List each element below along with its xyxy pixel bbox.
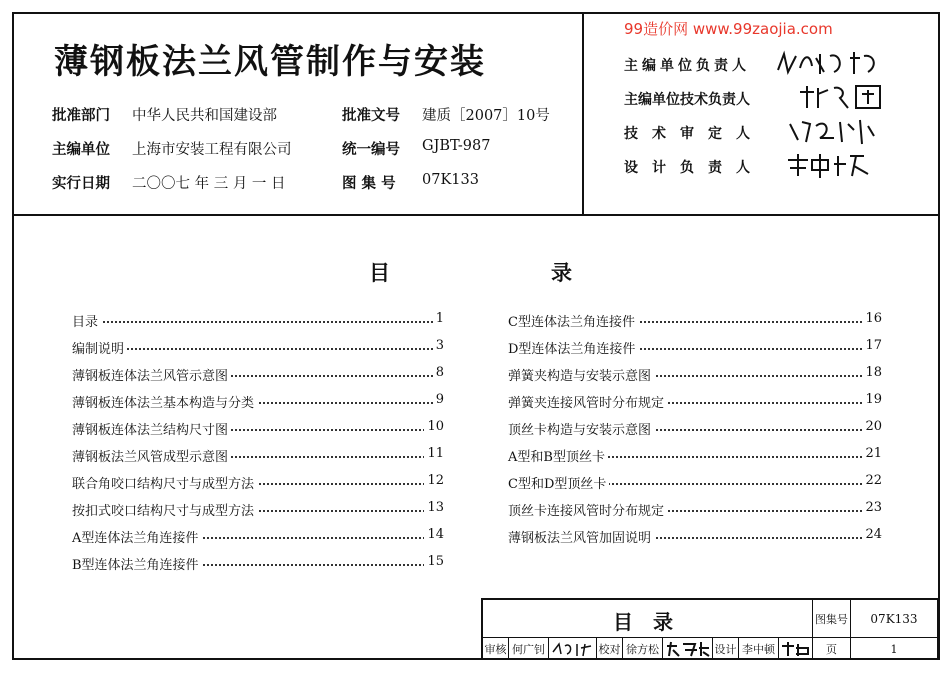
design-name: 李中顿 [739, 638, 779, 660]
meta-value: 07K133 [422, 172, 479, 188]
toc-entry-page: 1 [433, 311, 444, 326]
atlas-number-value: 07K133 [851, 600, 938, 638]
handwritten-signature [784, 116, 894, 146]
page-title: 薄钢板法兰风管制作与安装 [54, 42, 486, 82]
leader-dots [72, 348, 444, 350]
toc-entry-title: 薄钢板法兰风管加固说明 [508, 527, 654, 546]
toc-entry[interactable] [508, 497, 882, 524]
toc-entry-title: 薄钢板连体法兰风管示意图 [72, 365, 231, 384]
page-number: 1 [851, 638, 938, 660]
toc-entry[interactable] [72, 524, 444, 551]
meta-label: 批准文号 [342, 107, 400, 124]
resp-label: 技术审定人 [624, 126, 764, 142]
toc-entry-page: 14 [424, 527, 444, 542]
toc-entry-page: 23 [862, 500, 882, 515]
toc-entry-title: 薄钢板法兰风管成型示意图 [72, 446, 231, 465]
meta-label: 批准部门 [52, 107, 110, 124]
review-name: 何广钊 [509, 638, 549, 660]
meta-label: 统一编号 [342, 141, 400, 158]
toc-heading-char: 录 [551, 261, 572, 285]
toc-entry-title: A型连体法兰角连接件 [72, 527, 201, 546]
toc-entry-title: 顶丝卡构造与安装示意图 [508, 419, 654, 438]
title-block-char: 录 [653, 610, 673, 634]
meta-value: 建质［2007］10号 [422, 108, 550, 124]
watermark-link[interactable]: 99造价网 www.99zaojia.com [624, 20, 833, 38]
check-name: 徐方松 [623, 638, 663, 660]
toc-entry[interactable] [72, 470, 444, 497]
toc-entry[interactable] [72, 335, 444, 362]
handwritten-signature [551, 640, 595, 658]
toc-entry[interactable] [72, 416, 444, 443]
toc-entry-title: B型连体法兰角连接件 [72, 554, 202, 573]
toc-entry-page: 11 [424, 446, 444, 461]
toc-entry-title: D型连体法兰角连接件 [508, 338, 638, 357]
atlas-number-label: 图集号 [813, 600, 851, 638]
toc-list-right [508, 308, 882, 551]
meta-label: 实行日期 [52, 175, 110, 192]
check-signature [663, 638, 713, 660]
responsibility-panel [586, 14, 938, 214]
title-block-char: 目 [613, 610, 633, 634]
toc-entry-title: 弹簧夹构造与安装示意图 [508, 365, 654, 384]
resp-label: 主编单位负责人 [624, 58, 750, 74]
toc-entry-page: 20 [862, 419, 882, 434]
meta-value: 中华人民共和国建设部 [132, 108, 277, 124]
design-label: 设计 [713, 638, 739, 660]
toc-entry-page: 18 [862, 365, 882, 380]
toc-entry-page: 3 [433, 338, 444, 353]
review-label: 审核 [483, 638, 509, 660]
page-label: 页 [813, 638, 851, 660]
toc-entry[interactable] [72, 308, 444, 335]
toc-entry-page: 15 [424, 554, 444, 569]
signature-row [483, 638, 813, 660]
toc-entry-title: 目录 [72, 311, 101, 330]
resp-label: 设计负责人 [624, 160, 764, 176]
toc-entry[interactable] [72, 389, 444, 416]
toc-entry-page: 10 [424, 419, 444, 434]
drawing-title-block [481, 598, 938, 660]
toc-entry[interactable] [508, 443, 882, 470]
sheet-header [14, 14, 938, 216]
toc-entry-page: 19 [862, 392, 882, 407]
toc-entry-title: A型和B型顶丝卡 [508, 446, 608, 465]
toc-entry-title: 薄钢板连体法兰结构尺寸图 [72, 419, 231, 438]
toc-entry-page: 9 [433, 392, 444, 407]
toc-entry-page: 16 [862, 311, 882, 326]
check-label: 校对 [597, 638, 623, 660]
toc-entry-title: 编制说明 [72, 338, 127, 357]
toc-entry[interactable] [508, 470, 882, 497]
meta-value: 上海市安装工程有限公司 [132, 142, 292, 158]
handwritten-signature [794, 82, 904, 112]
toc-entry-page: 24 [862, 527, 882, 542]
toc-entry-page: 13 [424, 500, 444, 515]
toc-entry-title: 按扣式咬口结构尺寸与成型方法 [72, 500, 257, 519]
meta-value: GJBT-987 [422, 138, 491, 154]
toc-entry[interactable] [72, 362, 444, 389]
meta-label: 图 集 号 [342, 175, 396, 192]
toc-entry[interactable] [72, 551, 444, 578]
leader-dots [72, 321, 444, 323]
toc-entry[interactable] [508, 416, 882, 443]
toc-entry-title: 薄钢板连体法兰基本构造与分类 [72, 392, 257, 411]
header-info-panel [14, 14, 584, 214]
toc-entry-page: 21 [862, 446, 882, 461]
toc-entry-page: 17 [862, 338, 882, 353]
meta-label: 主编单位 [52, 141, 110, 158]
toc-entry[interactable] [72, 497, 444, 524]
meta-value: 二〇〇七 年 三 月 一 日 [132, 176, 286, 192]
resp-label: 主编单位技术负责人 [624, 92, 750, 108]
toc-entry-page: 8 [433, 365, 444, 380]
toc-entry-title: 弹簧夹连接风管时分布规定 [508, 392, 667, 411]
title-block-title [483, 600, 813, 638]
toc-entry-title: 顶丝卡连接风管时分布规定 [508, 500, 667, 519]
handwritten-signature [665, 640, 711, 658]
toc-entry-title: C型连体法兰角连接件 [508, 311, 638, 330]
toc-entry[interactable] [508, 362, 882, 389]
review-signature [549, 638, 597, 660]
toc-entry-page: 12 [424, 473, 444, 488]
handwritten-signature [780, 640, 812, 658]
toc-list-left [72, 308, 444, 578]
toc-entry[interactable] [72, 443, 444, 470]
toc-entry-title: C型和D型顶丝卡 [508, 473, 609, 492]
toc-entry[interactable] [508, 389, 882, 416]
toc-entry[interactable] [508, 524, 882, 551]
design-signature [779, 638, 813, 660]
handwritten-signature [774, 48, 884, 78]
toc-entry-title: 联合角咬口结构尺寸与成型方法 [72, 473, 257, 492]
toc-entry-page: 22 [862, 473, 882, 488]
toc-heading-char: 目 [369, 261, 390, 285]
toc-entry[interactable] [508, 308, 882, 335]
drawing-sheet [12, 12, 940, 660]
handwritten-signature [784, 150, 894, 180]
toc-entry[interactable] [508, 335, 882, 362]
